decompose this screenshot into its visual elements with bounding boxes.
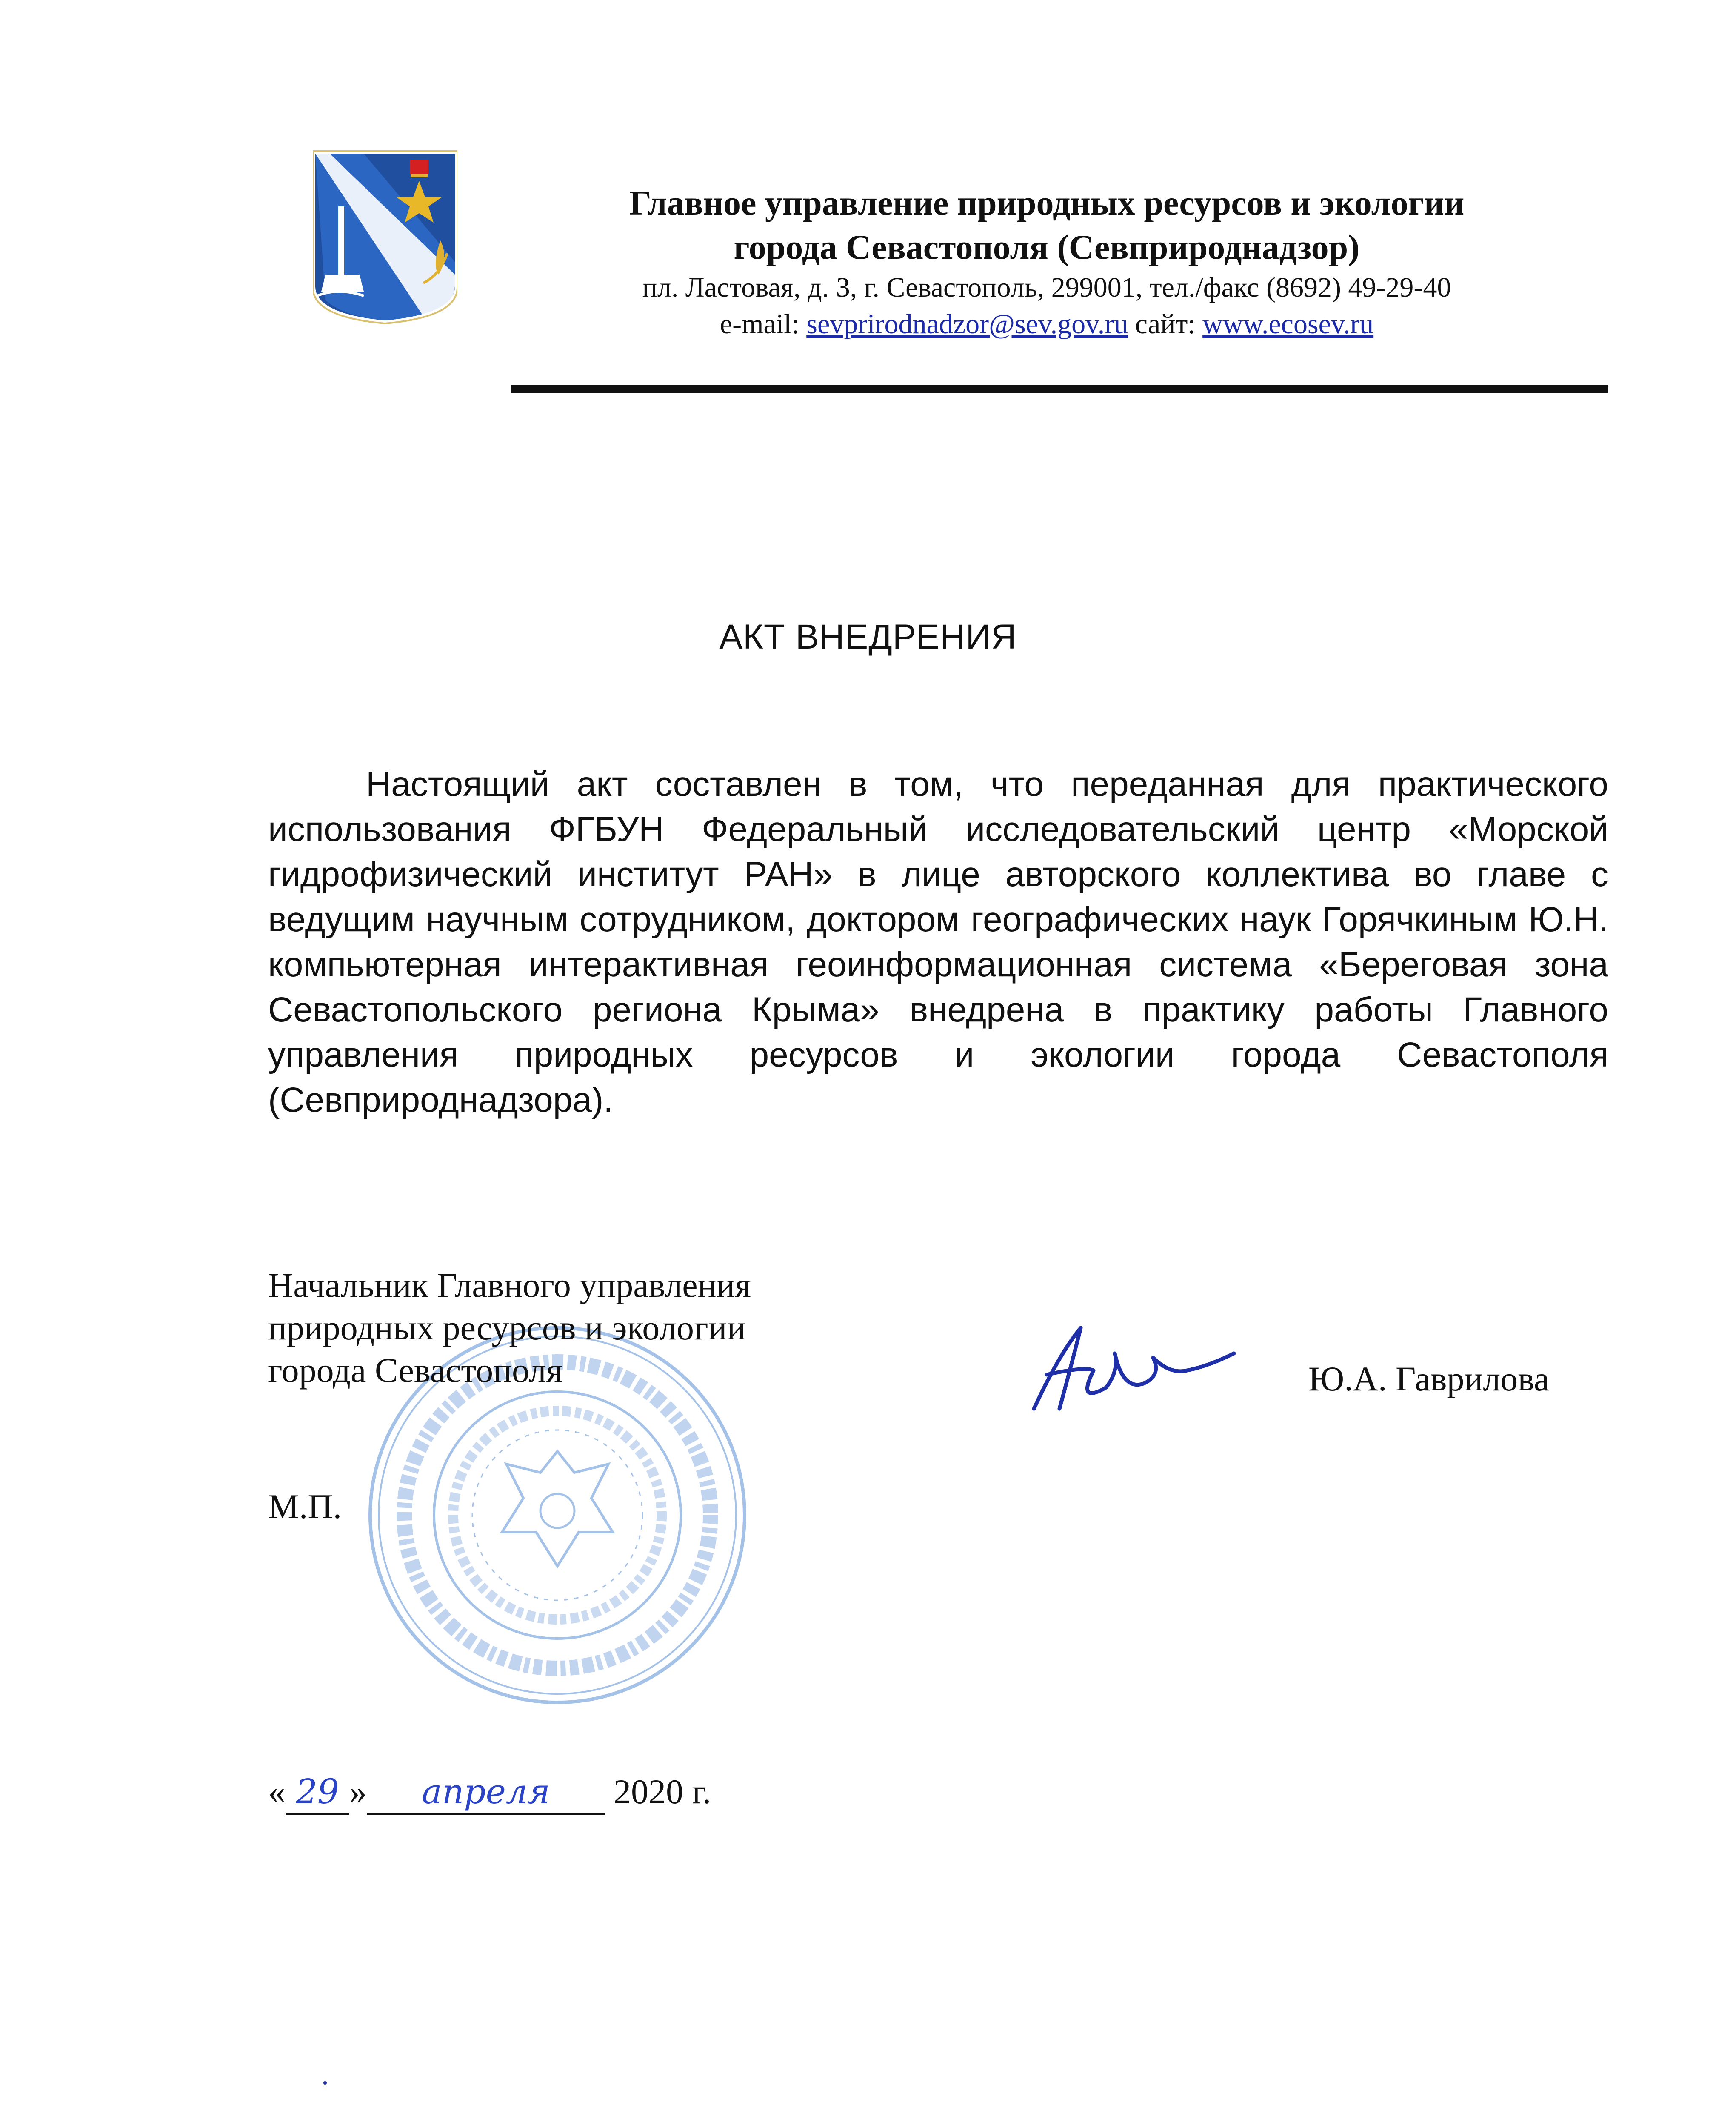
date-open-quote: « (268, 1772, 286, 1811)
site-link[interactable]: www.ecosev.ru (1202, 309, 1374, 340)
seal-label: М.П. (268, 1487, 342, 1526)
signer-name: Ю.А. Гаврилова (1308, 1359, 1550, 1398)
document-body: Настоящий акт составлен в том, что переданная для практического использования ФГБУН Федеральный исследовательский центр «Морской гидрофизический институт РАН» в лице авторского коллектива во главе с ведущим научным сотрудником, доктором географических наук Горячкиным Ю.Н. компьютерная интерактивная геоинформационная система «Береговая зона Севастопольского региона Крыма» внедрена в практику работы Главного управления природных ресурсов и экологии города Севастополя (Севприроднадзора). (268, 765, 1608, 1119)
date-day: 29 (296, 1772, 339, 1811)
position-line1: Начальник Главного управления (268, 1266, 751, 1304)
handwritten-signature (1008, 1302, 1247, 1430)
date-close-quote: » (349, 1772, 367, 1811)
email-label: e-mail: (720, 309, 799, 340)
signatory-position (268, 1264, 906, 1392)
date-year: 2020 г. (614, 1772, 711, 1811)
email-link[interactable]: sevprirodnadzor@sev.gov.ru (806, 309, 1128, 340)
coat-of-arms-icon (313, 147, 457, 326)
position-line3: города Севастополя (268, 1351, 562, 1390)
date-month-field (367, 1770, 605, 1815)
position-line2: природных ресурсов и экологии (268, 1308, 746, 1347)
scan-speck (323, 2081, 327, 2085)
org-contacts (523, 306, 1570, 343)
site-label: сайт: (1135, 309, 1196, 340)
header-divider (511, 385, 1608, 393)
org-name-line1: Главное управление природных ресурсов и экологии (629, 183, 1465, 222)
document-title: АКТ ВНЕДРЕНИЯ (719, 618, 1017, 656)
org-name-line2: города Севастополя (Севприроднадзор) (734, 228, 1360, 266)
org-address: пл. Ластовая, д. 3, г. Севастополь, 299001, тел./факс (8692) 49-29-40 (642, 272, 1451, 303)
date-month: апреля (422, 1772, 550, 1811)
date-day-field (286, 1770, 349, 1815)
signing-date (268, 1770, 711, 1822)
letterhead (523, 181, 1570, 343)
